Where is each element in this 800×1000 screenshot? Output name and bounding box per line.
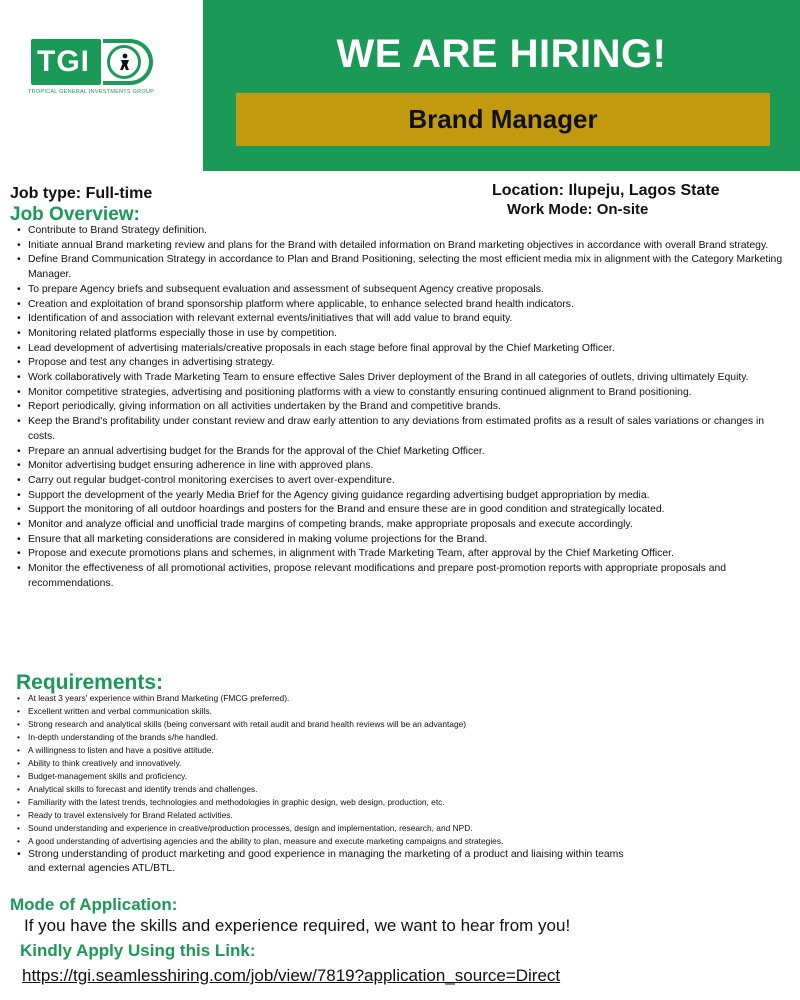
list-item: • Familiarity with the latest trends, technologies and methodologies in graphic design, web design, production, etc. <box>16 796 626 809</box>
list-item: • Work collaboratively with Trade Marketing Team to ensure effective Sales Driver deployment of the Brand in all categories of outlets, driving ultimately Equity. <box>16 371 786 386</box>
logo-subtitle: TROPICAL GENERAL INVESTMENTS GROUP <box>28 89 155 95</box>
list-item: • Monitor competitive strategies, advertising and positioning platforms with a view to constantly ensuring continued alignment to Brand positioning. <box>16 386 786 401</box>
list-item: • Keep the Brand's profitability under constant review and draw early attention to any deviations from estimated profits as a result of sales variations or changes in costs. <box>16 415 786 444</box>
logo-figure-icon <box>107 45 141 79</box>
list-item: • Analytical skills to forecast and identify trends and challenges. <box>16 783 626 796</box>
hiring-title: WE ARE HIRING! <box>336 32 667 76</box>
list-item: • A willingness to listen and have a positive attitude. <box>16 744 626 757</box>
person-icon <box>118 53 132 71</box>
list-item: • Support the development of the yearly Media Brief for the Agency giving guidance regarding advertising budget appropriation by media. <box>16 489 786 504</box>
list-item: • Prepare an annual advertising budget for the Brands for the approval of the Chief Marketing Officer. <box>16 445 786 460</box>
list-item: • Excellent written and verbal communication skills. <box>16 705 626 718</box>
list-item: • Strong understanding of product marketing and good experience in managing the marketing of a product and liaising within teams and external agencies ATL/BTL. <box>16 848 626 875</box>
application-link[interactable]: https://tgi.seamlesshiring.com/job/view/7819?application_source=Direct <box>22 966 561 985</box>
logo-mark <box>31 39 101 85</box>
list-item: • Ready to travel extensively for Brand Related activities. <box>16 809 626 822</box>
list-item: • Propose and test any changes in advertising strategy. <box>16 356 786 371</box>
role-banner <box>236 93 770 146</box>
list-item: • To prepare Agency briefs and subsequent evaluation and assessment of subsequent Agency creative proposals. <box>16 283 786 298</box>
logo-area <box>0 0 203 171</box>
list-item: • Report periodically, giving information on all activities undertaken by the Brand and competitive brands. <box>16 400 786 415</box>
job-type: Job type: Full-time <box>10 185 153 202</box>
work-mode: Work Mode: On-site <box>507 201 649 218</box>
list-item: • Identification of and association with relevant external events/initiatives that will add value to brand equity. <box>16 312 786 327</box>
application-text: If you have the skills and experience required, we want to hear from you! <box>24 916 571 935</box>
list-item: • Define Brand Communication Strategy in accordance to Plan and Brand Positioning, selecting the most efficient media mix in alignment with the Category Marketing Manager. <box>16 253 786 282</box>
application-heading: Mode of Application: <box>10 895 178 914</box>
list-item: • Contribute to Brand Strategy definition. <box>16 224 786 239</box>
list-item: • Budget-management skills and proficiency. <box>16 770 626 783</box>
list-item: • Propose and execute promotions plans and schemes, in alignment with Trade Marketing Team, after approval by the Chief Marketing Officer. <box>16 547 786 562</box>
list-item: • A good understanding of advertising agencies and the ability to plan, measure and execute marketing campaigns and strategies. <box>16 835 626 848</box>
requirements-heading: Requirements: <box>16 671 164 694</box>
list-item: • Ability to think creatively and innovatively. <box>16 757 626 770</box>
list-item: • Ensure that all marketing considerations are considered in making volume projections for the Brand. <box>16 533 786 548</box>
list-item: • Support the monitoring of all outdoor hoardings and posters for the Brand and ensure these are in good condition and strategically located. <box>16 503 786 518</box>
requirements-list <box>16 692 626 875</box>
list-item: • In-depth understanding of the brands s/he handled. <box>16 731 626 744</box>
apply-heading: Kindly Apply Using this Link: <box>20 941 256 960</box>
logo-text: TGI <box>37 45 90 78</box>
role-title: Brand Manager <box>408 104 598 134</box>
list-item: • Creation and exploitation of brand sponsorship platform where applicable, to enhance selected brand health indicators. <box>16 298 786 313</box>
list-item: • Lead development of advertising materials/creative proposals in each stage before final approval by the Chief Marketing Officer. <box>16 342 786 357</box>
overview-heading: Job Overview: <box>10 204 140 225</box>
list-item: • At least 3 years' experience within Brand Marketing (FMCG preferred). <box>16 692 626 705</box>
list-item: • Sound understanding and experience in creative/production processes, design and implementation, research, and NPD. <box>16 822 626 835</box>
overview-list <box>16 224 786 592</box>
list-item: • Monitor the effectiveness of all promotional activities, propose relevant modifications and prepare post-promotion reports with appropriate proposals and recommendations. <box>16 562 786 591</box>
header-banner <box>203 0 800 171</box>
list-item: • Initiate annual Brand marketing review and plans for the Brand with detailed information on Brand marketing objectives in accordance with overall Brand strategy. <box>16 239 786 254</box>
list-item: • Strong research and analytical skills (being conversant with retail audit and brand health reviews will be an advantage) <box>16 718 626 731</box>
list-item: • Monitor and analyze official and unofficial trade margins of competing brands, make appropriate proposals and execute accordingly. <box>16 518 786 533</box>
list-item: • Monitoring related platforms especially those in use by competition. <box>16 327 786 342</box>
job-location: Location: Ilupeju, Lagos State <box>492 182 720 199</box>
list-item: • Monitor advertising budget ensuring adherence in line with approved plans. <box>16 459 786 474</box>
list-item: • Carry out regular budget-control monitoring exercises to avert over-expenditure. <box>16 474 786 489</box>
